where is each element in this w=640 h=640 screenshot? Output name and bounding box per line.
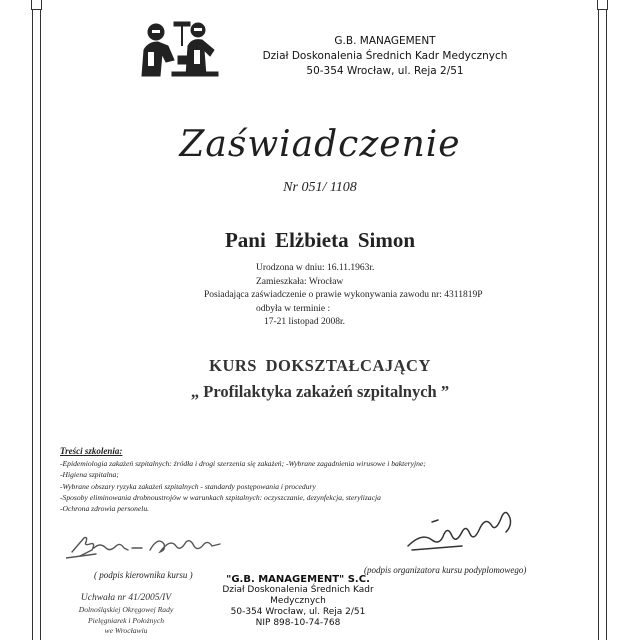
- border-line-left-inner: [40, 0, 41, 640]
- border-corner-right: [597, 0, 608, 10]
- program-item: -Epidemiologia zakażeń szpitalnych: źródła i drogi szerzenia się zakażeń; -Wybrane zagadnienia wirusowe i bakteryjne;: [60, 459, 426, 469]
- certificate-number: Nr 051/ 1108: [283, 180, 357, 195]
- stamp-line-4: 50-354 Wrocław, ul. Reja 2/51: [230, 607, 366, 617]
- completed-line: odbyła w terminie :: [256, 303, 331, 314]
- organizer-signature: [402, 502, 522, 556]
- stamp-line-2: Dział Doskonalenia Średnich Kadr: [222, 585, 374, 595]
- organization-block: [250, 34, 520, 79]
- director-signature-caption: ( podpis kierownika kursu ): [94, 570, 193, 580]
- organization-address: 50-354 Wrocław, ul. Reja 2/51: [306, 65, 464, 77]
- course-type: KURS DOKSZTAŁCAJĄCY: [209, 356, 431, 375]
- organization-name: G.B. MANAGEMENT: [334, 35, 436, 47]
- recipient-name: Pani Elżbieta Simon: [224, 228, 416, 252]
- program-item: -Wybrane obszary ryzyka zakażeń szpitalnych - standardy postępowania i procedury: [60, 481, 316, 491]
- program-item: -Higiena szpitalna;: [60, 470, 119, 480]
- resolution-line-3: Pielęgniarek i Położnych: [87, 615, 165, 625]
- recipient-details: [204, 262, 483, 330]
- program-heading: Treści szkolenia:: [60, 446, 123, 456]
- resolution-line-1: Uchwała nr 41/2005/IV: [80, 593, 172, 603]
- program-item: -Sposoby eliminowania drobnoustrojów w warunkach szpitalnych: oczyszczanie, dezynfekcja, sterylizacja: [60, 492, 381, 502]
- program-item: -Ochrona zdrowia personelu.: [60, 504, 150, 514]
- stamp-line-5: NIP 898-10-74-768: [255, 618, 341, 628]
- organization-department: Dział Doskonalenia Średnich Kadr Medycznych: [262, 50, 508, 62]
- stamp-line-1: "G.B. MANAGEMENT" S.C.: [226, 574, 370, 585]
- residence-line: Zamieszkała: Wrocław: [256, 276, 344, 287]
- border-line-right-outer: [606, 0, 607, 640]
- resolution-line-4: we Wrocławiu: [104, 626, 148, 635]
- organizer-signature-caption: (podpis organizatora kursu podyplomowego): [364, 565, 527, 575]
- resolution-note: [56, 592, 196, 637]
- resolution-line-2: Dolnośląskiej Okręgowej Rady: [78, 605, 174, 614]
- birth-line: Urodzona w dniu: 16.11.1963r.: [256, 263, 375, 273]
- border-line-left-outer: [32, 0, 33, 640]
- dates-line: 17-21 listopad 2008r.: [264, 317, 346, 327]
- license-line: Posiadająca zaświadczenie o prawie wykonywania zawodu nr: 4311819P: [204, 290, 483, 300]
- border-line-right-inner: [598, 0, 599, 640]
- medical-staff-logo-icon: [134, 16, 226, 78]
- course-director-signature: [66, 528, 236, 562]
- border-corner-left: [31, 0, 42, 10]
- stamp-line-3: Medycznych: [270, 596, 326, 606]
- company-stamp: [198, 574, 398, 629]
- course-name: „ Profilaktyka zakażeń szpitalnych ”: [190, 382, 450, 401]
- certificate-title: Zaświadczenie: [179, 124, 461, 165]
